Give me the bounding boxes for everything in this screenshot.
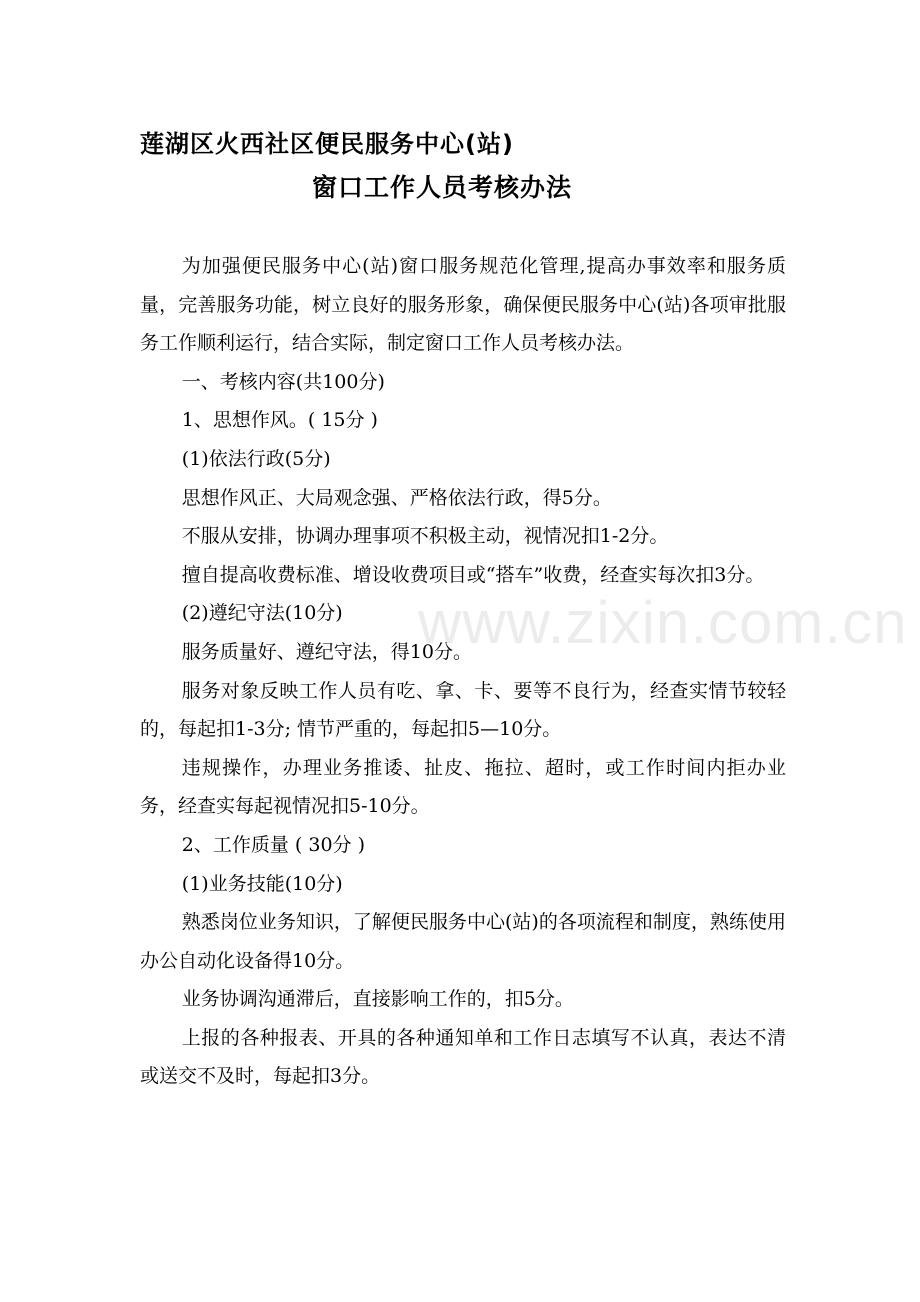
section-heading: 一、考核内容(共100分) bbox=[181, 370, 385, 393]
subsection-heading: 1、思想作风。( 15分 ) bbox=[181, 409, 378, 432]
paragraph: 擅自提高收费标准、增设收费项目或“搭车”收费，经查实每次扣3分。 bbox=[181, 563, 765, 586]
subsection-heading: 2、工作质量 ( 30分 ) bbox=[181, 833, 366, 856]
document-body bbox=[140, 247, 786, 1096]
paragraph: 服务对象反映工作人员有吃、拿、卡、要等不良行为，经查实情节较轻的，每起扣1-3分; 情节严重的，每起扣5—10分。 bbox=[140, 679, 786, 741]
item-heading: (1)业务技能(10分) bbox=[181, 872, 343, 895]
document-subtitle: 窗口工作人员考核办法 bbox=[312, 173, 573, 202]
intro-paragraph: 为加强便民服务中心(站)窗口服务规范化管理,提高办事效率和服务质量，完善服务功能，树立良好的服务形象，确保便民服务中心(站)各项审批服务工作顺利运行，结合实际，制定窗口工作人员考核办法。 bbox=[140, 255, 786, 355]
paragraph: 业务协调沟通滞后，直接影响工作的，扣5分。 bbox=[181, 988, 574, 1011]
paragraph: 违规操作，办理业务推诿、扯皮、拖拉、超时，或工作时间内拒办业务，经查实每起视情况扣5-10分。 bbox=[140, 756, 786, 818]
watermark: www.zixin.com.cn bbox=[418, 589, 908, 656]
item-heading: (2)遵纪守法(10分) bbox=[181, 602, 343, 625]
paragraph: 服务质量好、遵纪守法，得10分。 bbox=[181, 640, 472, 663]
item-heading: (1)依法行政(5分) bbox=[181, 447, 331, 470]
paragraph: 不服从安排，协调办理事项不积极主动，视情况扣1-2分。 bbox=[181, 525, 669, 548]
document-title: 莲湖区火西社区便民服务中心(站) bbox=[140, 130, 514, 158]
paragraph: 熟悉岗位业务知识，了解便民服务中心(站)的各项流程和制度，熟练使用办公自动化设备得10分。 bbox=[140, 911, 786, 972]
paragraph: 上报的各种报表、开具的各种通知单和工作日志填写不认真，表达不清或送交不及时，每起扣3分。 bbox=[140, 1026, 786, 1088]
paragraph: 思想作风正、大局观念强、严格依法行政，得5分。 bbox=[181, 486, 612, 509]
